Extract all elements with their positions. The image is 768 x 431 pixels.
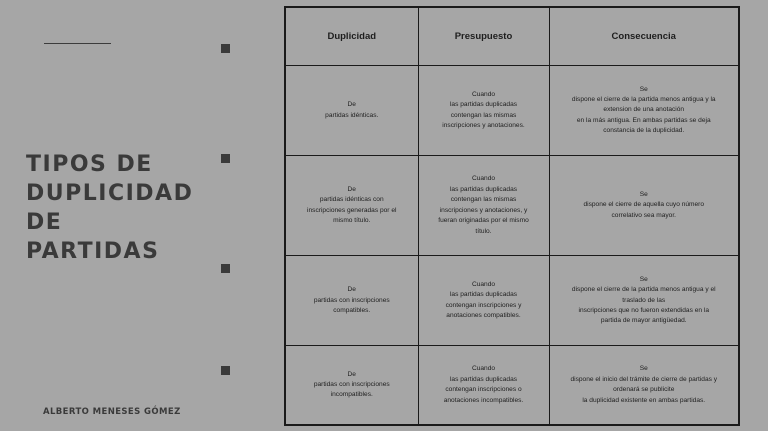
cell-text: Se dispone el cierre de la partida menos antigua y el traslado de las inscripciones que no fueron extendidas en la partida de mayor antigüedad. bbox=[571, 275, 716, 325]
table-row bbox=[285, 156, 739, 256]
header-consecuencia: Consecuencia bbox=[549, 7, 739, 66]
cell-text: Cuando las partidas duplicadas contengan inscripciones o anotaciones incompatibles. bbox=[443, 365, 524, 404]
title-rule bbox=[44, 43, 111, 44]
duplicity-table bbox=[284, 6, 740, 426]
cell-text: Cuando las partidas duplicadas contengan inscripciones y anotaciones compatibles. bbox=[445, 281, 522, 320]
cell-text: Se dispone el cierre de la partida menos antigua y la extension de una anotación en la más antigua. En ambas partidas se deja constancia de la duplicidad. bbox=[571, 85, 716, 135]
bullet-marker bbox=[221, 366, 230, 375]
table-cell bbox=[418, 156, 549, 256]
table-cell bbox=[549, 156, 739, 256]
table-cell bbox=[285, 256, 418, 346]
table-cell bbox=[285, 66, 418, 156]
cell-text: Se dispone el cierre de aquella cuyo número correlativo sea mayor. bbox=[583, 191, 705, 219]
header-presupuesto: Presupuesto bbox=[418, 7, 549, 66]
table-cell bbox=[418, 256, 549, 346]
cell-text: De partidas con inscripciones incompatibles. bbox=[313, 370, 390, 399]
slide-title: TIPOS DE DUPLICIDAD DE PARTIDAS bbox=[26, 152, 194, 264]
cell-text: De partidas con inscripciones compatibles. bbox=[313, 286, 390, 315]
cell-text: De partidas idénticas con inscripciones generadas por el mismo título. bbox=[307, 185, 397, 225]
table-header-row bbox=[285, 7, 739, 66]
table-cell bbox=[285, 346, 418, 425]
table-row bbox=[285, 256, 739, 346]
table-cell bbox=[418, 66, 549, 156]
bullet-marker bbox=[221, 154, 230, 163]
table-cell bbox=[418, 346, 549, 425]
table-cell bbox=[549, 66, 739, 156]
author-name: ALBERTO MENESES GÓMEZ bbox=[43, 407, 181, 417]
bullet-marker bbox=[221, 264, 230, 273]
cell-text: Cuando las partidas duplicadas contengan las mismas inscripciones y anotaciones. bbox=[442, 90, 525, 129]
header-duplicidad: Duplicidad bbox=[285, 7, 418, 66]
bullet-marker bbox=[221, 44, 230, 53]
table-cell bbox=[549, 256, 739, 346]
cell-text: Se dispone el inicio del trámite de cierre de partidas y ordenará se publicite la duplicidad existente en ambas partidas. bbox=[570, 365, 718, 404]
table-row bbox=[285, 346, 739, 425]
table-row bbox=[285, 66, 739, 156]
cell-text: De partidas idénticas. bbox=[325, 101, 379, 119]
table-cell bbox=[285, 156, 418, 256]
cell-text: Cuando las partidas duplicadas contengan las mismas inscripciones y anotaciones, y fueran originadas por el mismo título. bbox=[438, 175, 529, 235]
table-cell bbox=[549, 346, 739, 425]
